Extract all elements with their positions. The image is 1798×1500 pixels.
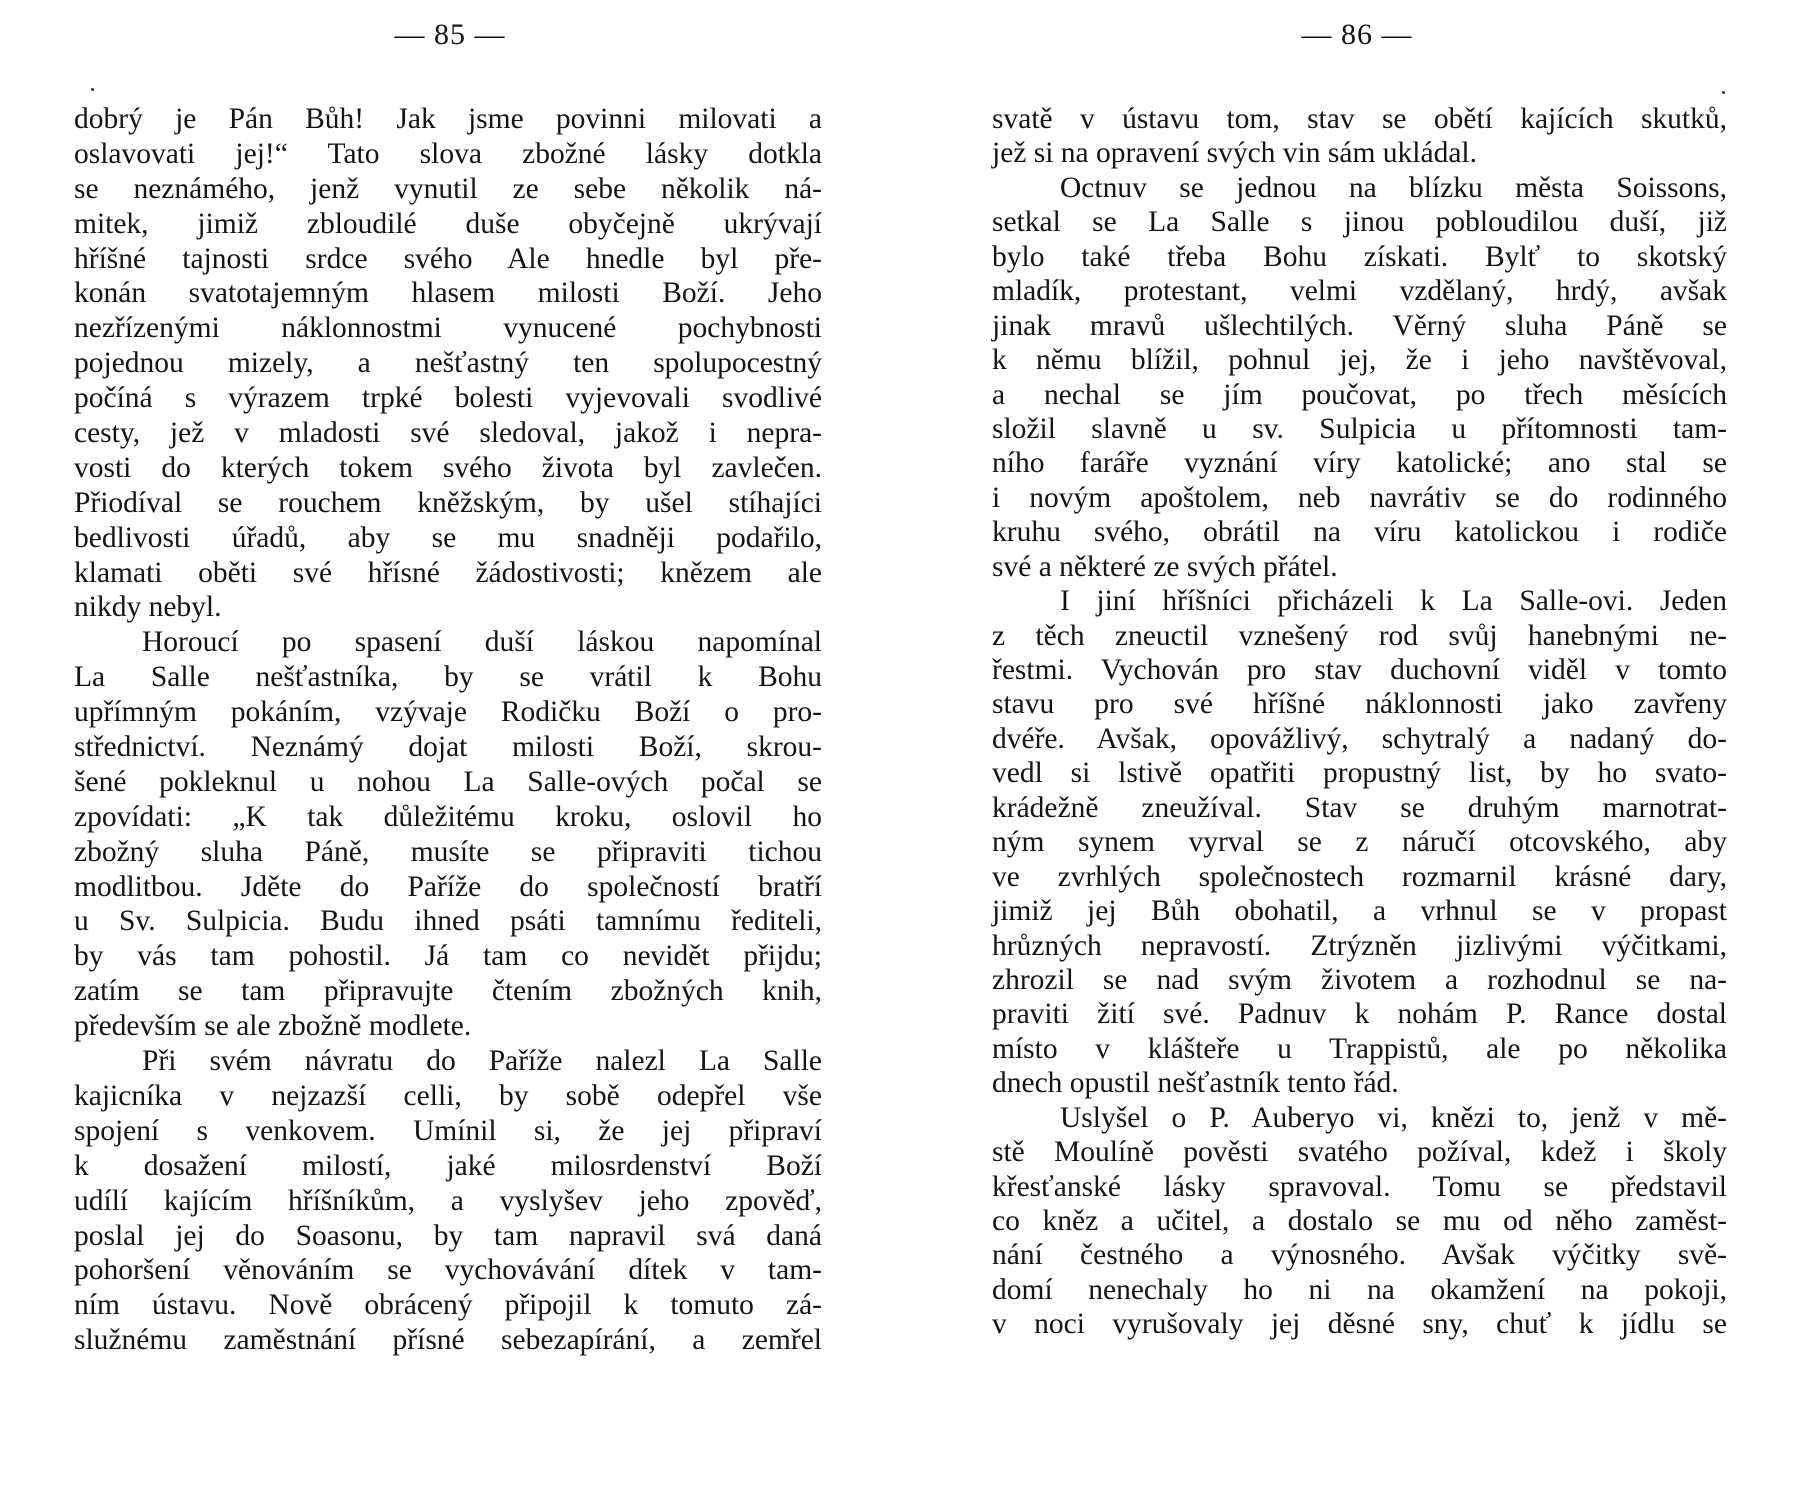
text-line: mladík, protestant, velmi vzdělaný, hrdý, avšak: [992, 275, 1727, 308]
text-line: se neznámého, jenž vynutil ze sebe několik ná-: [74, 172, 822, 205]
text-line: klamati oběti své hřísné žádostivosti; knězem ale: [74, 556, 822, 589]
page-number-right: — 86 —: [1301, 18, 1413, 51]
text-line: k němu blížil, pohnul jej, že i jeho navštěvoval,: [992, 344, 1727, 377]
text-line: zhrozil se nad svým životem a rozhodnul se na-: [992, 963, 1727, 996]
text-line: u Sv. Sulpicia. Budu ihned psáti tamnímu řediteli,: [74, 905, 822, 938]
page-number-left: — 85 —: [394, 18, 506, 51]
text-line: místo v klášteře u Trappistů, ale po několika: [992, 1032, 1727, 1065]
text-line: služnému zaměstnání přísné sebezapírání, a zemřel: [74, 1324, 822, 1357]
text-line: počíná s výrazem trpké bolesti vyjevovali svodlivé: [74, 382, 822, 415]
text-line: domí nenechaly ho ni na okamžení na pokoji,: [992, 1273, 1727, 1306]
text-line: krádežně zneužíval. Stav se druhým marnotrat-: [992, 791, 1727, 824]
text-line: dobrý je Pán Bůh! Jak jsme povinni milovati a: [74, 103, 822, 135]
text-line: mitek, jimiž zbloudilé duše obyčejně ukrývají: [74, 207, 822, 240]
text-line: upřímným pokáním, vzývaje Rodičku Boží o pro-: [74, 696, 822, 729]
text-line: La Salle nešťastníka, by se vrátil k Bohu: [74, 661, 822, 694]
text-line: jinak mravů ušlechtilých. Věrný sluha Páně se: [992, 309, 1727, 342]
text-line: udílí kajícím hříšníkům, a vyslyšev jeho zpověď,: [74, 1184, 822, 1217]
text-line: zpovídati: „K tak důležitému kroku, oslovil ho: [74, 800, 822, 833]
text-line: i novým apoštolem, neb navrátiv se do rodinného: [992, 481, 1727, 514]
text-line: bylo také třeba Bohu získati. Bylť to skotský: [992, 240, 1727, 273]
text-line: konán svatotajemným hlasem milosti Boží. Jeho: [74, 277, 822, 310]
text-line: by vás tam pohostil. Já tam co nevidět přijdu;: [74, 940, 822, 973]
text-line: pohoršení věnováním se vychovávání dítek v tam-: [74, 1254, 822, 1287]
right-page-text: [992, 102, 1727, 1342]
text-line: Při svém návratu do Paříže nalezl La Salle: [142, 1045, 822, 1078]
text-line: oslavovati jej!“ Tato slova zbožné lásky dotkla: [74, 137, 822, 170]
text-line: šené pokleknul u nohou La Salle-ových počal se: [74, 765, 822, 798]
text-line: především se ale zbožně modlete.: [74, 1010, 472, 1043]
text-line: stavu pro své hříšné náklonnosti jako zavřeny: [992, 688, 1727, 721]
text-line: bedlivosti úřadů, aby se mu snadněji podařilo,: [74, 521, 822, 554]
text-line: Octnuv se jednou na blízku města Soissons,: [1060, 171, 1727, 204]
text-line: ním ústavu. Nově obrácený připojil k tomuto zá-: [74, 1289, 822, 1322]
text-line: svatě v ústavu tom, stav se obětí kajících skutků,: [992, 103, 1727, 135]
text-line: nikdy nebyl.: [74, 591, 222, 624]
text-line: Uslyšel o P. Auberyo vi, knězi to, jenž v mě-: [1060, 1101, 1727, 1134]
text-line: jimiž jej Bůh obohatil, a vrhnul se v propast: [992, 895, 1727, 928]
text-line: nezřízenými náklonnostmi vynucené pochybnosti: [74, 312, 822, 345]
text-line: dnech opustil nešťastník tento řád.: [992, 1067, 1399, 1100]
text-line: nání čestného a výnosného. Avšak výčitky svě-: [992, 1239, 1727, 1272]
text-line: jež si na opravení svých vin sám ukládal.: [992, 137, 1477, 170]
text-line: ního faráře vyznání víry katolické; ano stal se: [992, 447, 1727, 480]
text-line: ným synem vyrval se z náručí otcovského, aby: [992, 826, 1727, 859]
text-line: své a některé ze svých přátel.: [992, 550, 1338, 583]
left-page-text: [74, 102, 822, 1358]
print-speck: [91, 88, 94, 91]
text-line: kajicníka v nejzazší celli, by sobě odepřel vše: [74, 1079, 822, 1112]
text-line: Horoucí po spasení duší láskou napomínal: [142, 626, 822, 659]
text-line: vedl si lstivě opatřiti propustný list, by ho svato-: [992, 757, 1727, 790]
text-line: vosti do kterých tokem svého života byl zavlečen.: [74, 451, 822, 484]
text-line: praviti žití své. Padnuv k nohám P. Rance dostal: [992, 998, 1727, 1031]
text-line: dvéře. Avšak, opovážlivý, schytralý a nadaný do-: [992, 722, 1727, 755]
text-line: cesty, jež v mladosti své sledoval, jakož i nepra-: [74, 417, 822, 450]
text-line: co kněz a učitel, a dostalo se mu od něho zaměst-: [992, 1205, 1727, 1237]
text-line: poslal jej do Soasonu, by tam napravil svá daná: [74, 1219, 822, 1252]
text-line: hříšné tajnosti srdce svého Ale hnedle byl pře-: [74, 242, 822, 275]
text-line: ve zvrhlých společnostech rozmarnil krásné dary,: [992, 860, 1727, 893]
text-line: spojení s venkovem. Umínil si, že jej připraví: [74, 1114, 822, 1147]
text-line: a nechal se jím poučovat, po třech měsících: [992, 378, 1727, 411]
text-line: I jiní hříšníci přicházeli k La Salle-ovi. Jeden: [1060, 585, 1727, 618]
text-line: zbožný sluha Páně, musíte se připraviti tichou: [74, 835, 822, 868]
text-line: stě Moulíně pověsti svatého požíval, kdež i školy: [992, 1136, 1727, 1169]
text-line: křesťanské lásky spravoval. Tomu se představil: [992, 1170, 1727, 1203]
text-line: k dosažení milostí, jaké milosrdenství Boží: [74, 1149, 822, 1182]
text-line: Přiodíval se rouchem kněžským, by ušel stíhajíci: [74, 486, 822, 519]
text-line: střednictví. Neznámý dojat milosti Boží, skrou-: [74, 731, 822, 764]
text-line: pojednou mizely, a nešťastný ten spolupocestný: [74, 347, 822, 380]
text-line: z těch zneuctil vznešený rod svůj hanebnými ne-: [992, 619, 1727, 652]
text-line: setkal se La Salle s jinou pobloudilou duší, již: [992, 206, 1727, 239]
text-line: hrůzných nepravostí. Ztrýzněn jizlivými výčitkami,: [992, 929, 1727, 962]
text-line: modlitbou. Jděte do Paříže do společností bratří: [74, 870, 822, 903]
text-line: složil slavně u sv. Sulpicia u přítomnosti tam-: [992, 412, 1727, 445]
text-line: řestmi. Vychován pro stav duchovní viděl v tomto: [992, 654, 1727, 686]
text-line: v noci vyrušovaly jej děsné sny, chuť k jídlu se: [992, 1308, 1727, 1341]
print-speck: [1722, 91, 1725, 94]
text-line: zatím se tam připravujte čtením zbožných knih,: [74, 975, 822, 1008]
text-line: kruhu svého, obrátil na víru katolickou i rodiče: [992, 516, 1727, 549]
